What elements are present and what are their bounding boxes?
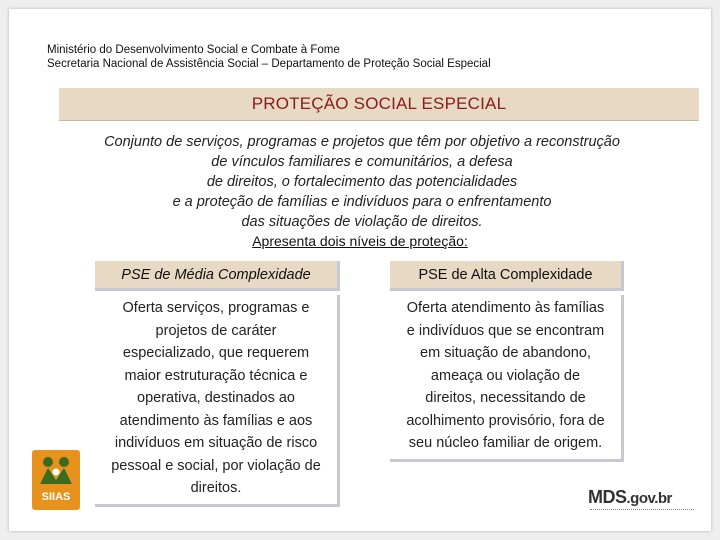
body-line: Oferta atendimento às famílias [406,300,605,316]
body-line: ameaça ou violação de [430,367,581,384]
intro-line: e a proteção de famílias e indivíduos para o enfrentamento [172,194,552,210]
intro-line: de vínculos familiares e comunitários, a defesa [211,154,513,170]
mds-logo-text [588,487,672,508]
column-body-alta [390,295,624,462]
column-media-complexidade [95,261,340,507]
column-body-media [95,295,340,507]
body-line: direitos, necessitando de [425,390,586,406]
siias-logo-icon [32,450,80,510]
mds-logo-divider [590,509,694,513]
body-line: acolhimento provisório, fora de [406,412,605,429]
body-line: direitos. [190,480,242,496]
intro-line: de direitos, o fortalecimento das potencialidades [206,174,518,190]
body-line: atendimento às famílias e aos [119,412,313,429]
ministry-name: Ministério do Desenvolvimento Social e Combate à Fome [47,44,340,56]
intro-line: Conjunto de serviços, programas e projetos que têm por objetivo a reconstrução [104,134,620,150]
body-line: seu núcleo familiar de origem. [408,435,603,451]
body-line: e indivíduos que se encontram [406,322,605,339]
levels-label: Apresenta dois níveis de proteção: [252,233,468,249]
body-line: Oferta serviços, programas e [122,300,310,316]
body-line: pessoal e social, por violação de [111,457,321,474]
page-title: PROTEÇÃO SOCIAL ESPECIAL [251,94,507,113]
mds-main: MDS [588,487,627,507]
secretariat-name: Secretaria Nacional de Assistência Social – Departamento de Proteção Social Especial [47,58,491,70]
siias-logo-text: SIIAS [41,491,71,503]
column-title-alta: PSE de Alta Complexidade [390,261,624,291]
mds-suffix: .gov.br [626,490,672,507]
body-line: especializado, que requerem [122,345,310,361]
siias-logo [32,450,80,510]
header [47,43,491,71]
body-line: indivíduos em situação de risco [114,435,318,451]
levels-heading [0,233,720,249]
column-title-media: PSE de Média Complexidade [95,261,340,291]
body-line: maior estruturação técnica e [124,367,308,384]
intro-line: das situações de violação de direitos. [241,214,483,230]
body-line: em situação de abandono, [420,345,591,361]
intro-text [60,132,664,232]
body-line: operativa, destinados ao [137,390,295,406]
title-bar [59,88,699,121]
body-line: projetos de caráter [155,322,277,339]
column-alta-complexidade [390,261,624,462]
mds-logo [588,487,696,513]
